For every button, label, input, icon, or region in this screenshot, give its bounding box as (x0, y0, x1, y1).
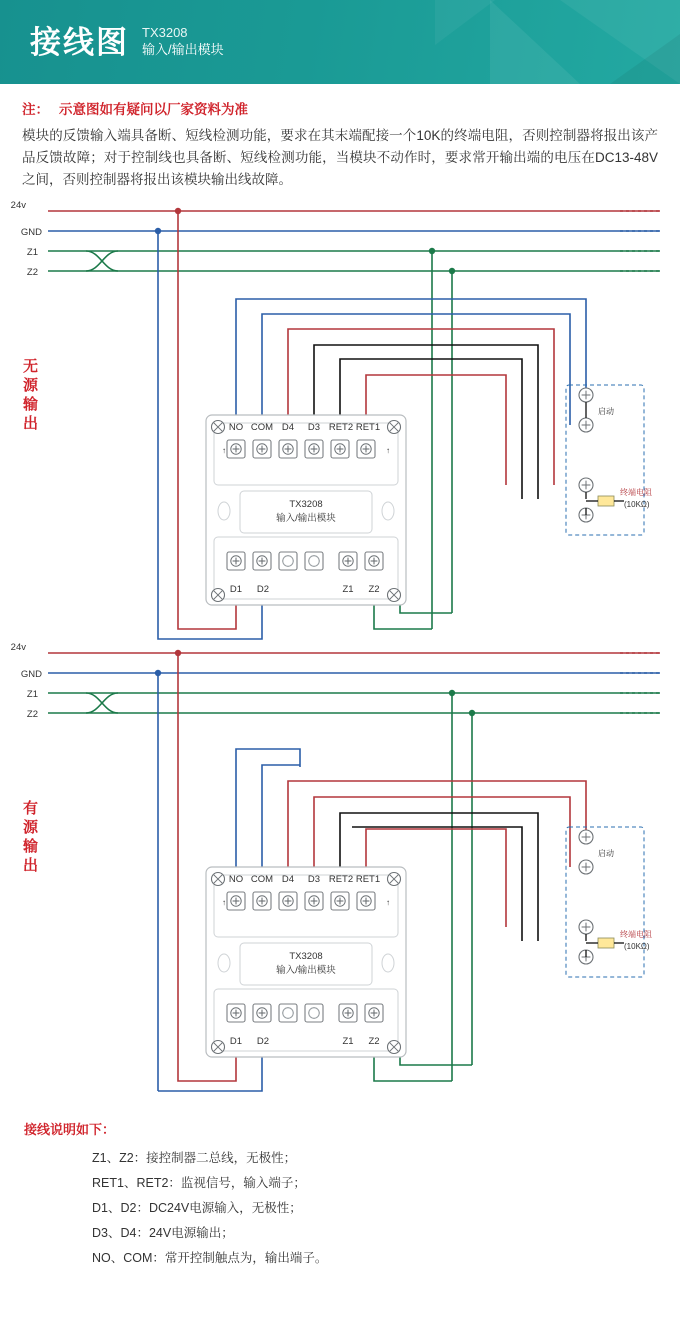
p1-top-term-5: RET1 (355, 422, 381, 433)
bus2-label-gnd: GND (20, 669, 42, 680)
svg-text:↑: ↑ (386, 898, 390, 907)
p2-top-term-0: NO (228, 874, 244, 885)
p1-top-term-3: D3 (307, 422, 321, 433)
p1-bot-term-0: D1 (229, 584, 243, 595)
diagram-area (0, 199, 680, 1119)
panel-1-side-label: 无源输出 (22, 358, 39, 432)
footer-item: NO、COM：常开控制触点为，输出端子。 (92, 1251, 328, 1265)
svg-text:↑: ↑ (222, 446, 226, 455)
p2-top-term-2: D4 (281, 874, 295, 885)
svg-text:↑: ↑ (386, 446, 390, 455)
footer-title: 接线说明如下： (24, 1122, 116, 1137)
p2-bot-term-2: Z1 (342, 1036, 354, 1047)
bus-label-z1: Z1 (26, 247, 38, 258)
p1-resistor-label-2: (10KΩ) (624, 500, 650, 509)
bus-label-gnd: GND (20, 227, 42, 238)
p2-bot-term-0: D1 (229, 1036, 243, 1047)
footer-item: RET1、RET2：监视信号，输入端子； (92, 1176, 306, 1190)
p1-resistor-label-1: 终端电阻 (620, 488, 652, 497)
bus2-label-24v: 24v (10, 642, 26, 653)
header-model-name: 输入/输出模块 (142, 42, 224, 57)
note-block (0, 84, 680, 191)
bus2-label-z2: Z2 (26, 709, 38, 720)
header-model: TX3208 (142, 25, 188, 40)
footer-item: Z1、Z2：接控制器二总线，无极性； (92, 1151, 297, 1165)
p2-top-term-4: RET2 (328, 874, 354, 885)
p2-resistor-label-2: (10KΩ) (624, 942, 650, 951)
panel-2-side-label: 有源输出 (22, 800, 39, 874)
diagram-svg (0, 199, 680, 1119)
p1-top-term-2: D4 (281, 422, 295, 433)
p1-top-term-0: NO (228, 422, 244, 433)
p1-device-sub: 输入/输出模块 (276, 513, 336, 524)
bus-label-z2: Z2 (26, 267, 38, 278)
note-label: 注： (22, 102, 49, 117)
note-body: 模块的反馈输入端具备断、短线检测功能，要求在其末端配接一个10K的终端电阻，否则控制器将报出该产品反馈故障；对于控制线也具备断、短线检测功能，当模块不动作时，要求常开输出端的电压在DC13-48V之间，否则控制器将报出该模块输出线故障。 (22, 128, 658, 187)
p2-top-term-5: RET1 (355, 874, 381, 885)
note-title-row (22, 98, 658, 118)
p2-resistor-label-1: 终端电阻 (620, 930, 652, 939)
p2-device-sub: 输入/输出模块 (276, 965, 336, 976)
p1-top-term-1: COM (250, 422, 274, 433)
p2-device-name: TX3208 (289, 951, 323, 962)
page-title: 接线图 (30, 24, 129, 60)
p1-bot-term-3: Z2 (368, 584, 380, 595)
p1-top-term-4: RET2 (328, 422, 354, 433)
bus2-label-z1: Z1 (26, 689, 38, 700)
footer-item: D1、D2：DC24V电源输入，无极性； (92, 1201, 302, 1215)
note-title: 示意图如有疑问以厂家资料为准 (59, 102, 248, 117)
page-header (0, 0, 680, 84)
p2-bot-term-3: Z2 (368, 1036, 380, 1047)
footer-item: D3、D4：24V电源输出； (92, 1226, 234, 1240)
p1-bot-term-1: D2 (256, 584, 270, 595)
p2-bot-term-1: D2 (256, 1036, 270, 1047)
p1-bot-term-2: Z1 (342, 584, 354, 595)
p1-device-name: TX3208 (289, 499, 323, 510)
p2-start-label: 启动 (598, 849, 614, 858)
p2-top-term-1: COM (250, 874, 274, 885)
footer-list (22, 1146, 658, 1271)
p1-start-label: 启动 (598, 407, 614, 416)
p2-top-term-3: D3 (307, 874, 321, 885)
footer-notes (0, 1119, 680, 1271)
svg-text:↑: ↑ (222, 898, 226, 907)
bus-label-24v: 24v (10, 200, 26, 211)
